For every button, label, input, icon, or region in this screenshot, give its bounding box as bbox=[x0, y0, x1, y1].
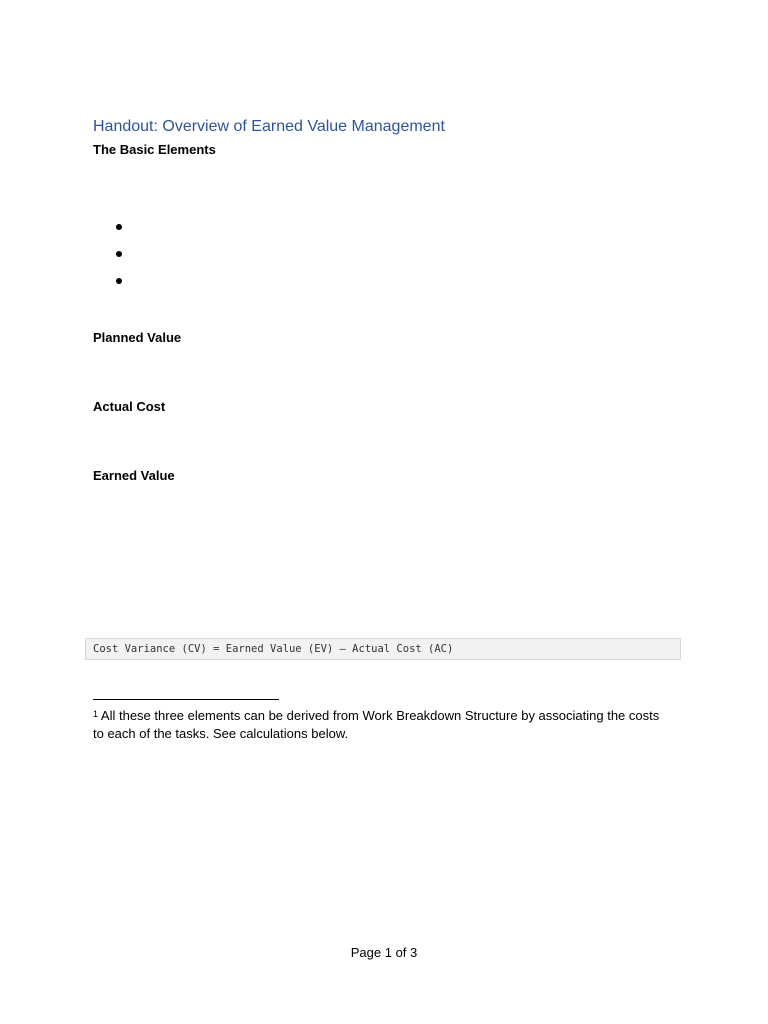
footnote-text: All these three elements can be derived from Work Breakdown Structure by associating the costs to each of the tasks. See calculations below. bbox=[93, 708, 660, 741]
document-title: Handout: Overview of Earned Value Management bbox=[93, 118, 445, 135]
page-number: Page 1 of 3 bbox=[350, 945, 418, 960]
formula-code-block: Cost Variance (CV) = Earned Value (EV) – Actual Cost (AC) bbox=[85, 638, 681, 660]
heading-planned-value: Planned Value bbox=[93, 330, 182, 345]
bullet-point bbox=[116, 224, 122, 230]
footnote-marker: 1 bbox=[93, 709, 99, 719]
heading-actual-cost: Actual Cost bbox=[93, 399, 166, 414]
bullet-point bbox=[116, 278, 122, 284]
footnote-divider bbox=[93, 699, 279, 700]
footnote bbox=[93, 707, 673, 743]
section-subtitle: The Basic Elements bbox=[93, 142, 216, 157]
heading-earned-value: Earned Value bbox=[93, 468, 175, 483]
bullet-point bbox=[116, 251, 122, 257]
